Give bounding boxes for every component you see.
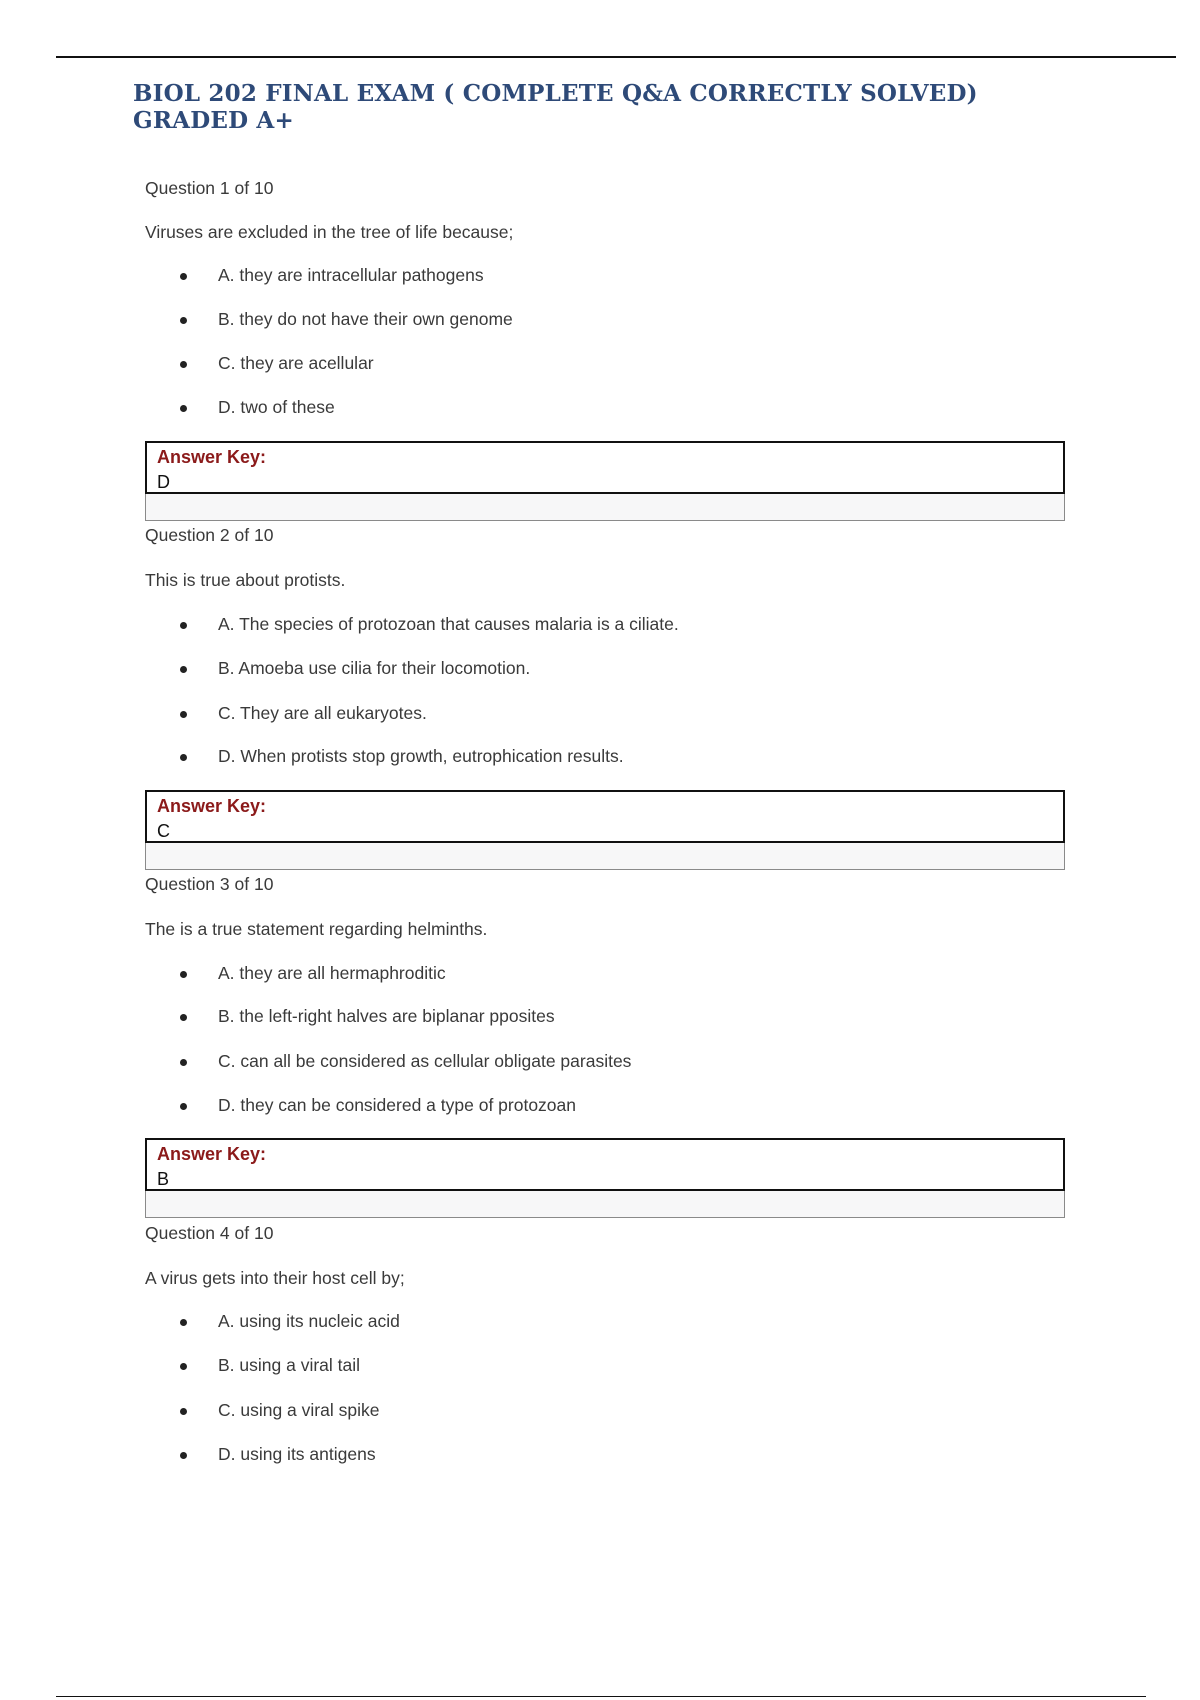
bullet-icon xyxy=(180,1363,187,1370)
question-1-option-c: C. they are acellular xyxy=(218,353,374,373)
question-4-option-c: C. using a viral spike xyxy=(218,1400,380,1420)
question-2-text: This is true about protists. xyxy=(145,570,346,590)
question-1-option-a: A. they are intracellular pathogens xyxy=(218,265,484,285)
bullet-icon xyxy=(180,1452,187,1459)
question-4-option-b: B. using a viral tail xyxy=(218,1355,361,1375)
bullet-icon xyxy=(180,1319,187,1326)
question-3-label: Question 3 of 10 xyxy=(145,874,274,894)
bullet-icon xyxy=(180,971,187,978)
question-1-label: Question 1 of 10 xyxy=(145,178,274,198)
question-3-option-a: A. they are all hermaphroditic xyxy=(218,963,446,983)
bullet-icon xyxy=(180,361,187,368)
answer-key-label: Answer Key: xyxy=(157,447,267,467)
bullet-icon xyxy=(180,622,187,629)
answer-key-value: B xyxy=(157,1169,170,1189)
question-1-option-b: B. they do not have their own genome xyxy=(218,309,513,329)
answer-key-value: D xyxy=(157,472,170,492)
bullet-icon xyxy=(180,666,187,673)
question-2-option-a: A. The species of protozoan that causes malaria is a ciliate. xyxy=(218,614,679,634)
bullet-icon xyxy=(180,1103,187,1110)
bullet-icon xyxy=(180,273,187,280)
question-4-option-a: A. using its nucleic acid xyxy=(218,1311,400,1331)
bullet-icon xyxy=(180,754,187,761)
answer-key-label: Answer Key: xyxy=(157,1144,267,1164)
bullet-icon xyxy=(180,317,187,324)
question-3-option-c: C. can all be considered as cellular obligate parasites xyxy=(218,1051,632,1071)
document-title: BIOL 202 FINAL EXAM ( COMPLETE Q&A CORRECTLY SOLVED) GRADED A+ xyxy=(133,80,978,134)
answer-key-box xyxy=(145,441,1065,494)
bullet-icon xyxy=(180,1059,187,1066)
question-2-option-b: B. Amoeba use cilia for their locomotion. xyxy=(218,658,531,678)
bullet-icon xyxy=(180,711,187,718)
answer-key-box xyxy=(145,1138,1065,1191)
answer-key-label: Answer Key: xyxy=(157,796,267,816)
question-2-label: Question 2 of 10 xyxy=(145,525,274,545)
bottom-rule xyxy=(56,1696,1146,1697)
question-2-option-d: D. When protists stop growth, eutrophication results. xyxy=(218,746,624,766)
question-2-option-c: C. They are all eukaryotes. xyxy=(218,703,427,723)
bullet-icon xyxy=(180,405,187,412)
question-1-text: Viruses are excluded in the tree of life because; xyxy=(145,222,514,242)
question-3-option-b: B. the left-right halves are biplanar pposites xyxy=(218,1006,555,1026)
answer-spacer xyxy=(145,843,1065,870)
bullet-icon xyxy=(180,1408,187,1415)
answer-spacer xyxy=(145,1191,1065,1218)
question-3-option-d: D. they can be considered a type of protozoan xyxy=(218,1095,577,1115)
answer-spacer xyxy=(145,494,1065,521)
answer-key-box xyxy=(145,790,1065,843)
answer-key-value: C xyxy=(157,821,170,841)
question-4-label: Question 4 of 10 xyxy=(145,1223,274,1243)
bullet-icon xyxy=(180,1014,187,1021)
question-4-option-d: D. using its antigens xyxy=(218,1444,376,1464)
question-4-text: A virus gets into their host cell by; xyxy=(145,1268,405,1288)
question-1-option-d: D. two of these xyxy=(218,397,335,417)
question-3-text: The is a true statement regarding helminths. xyxy=(145,919,488,939)
top-rule xyxy=(56,56,1176,58)
